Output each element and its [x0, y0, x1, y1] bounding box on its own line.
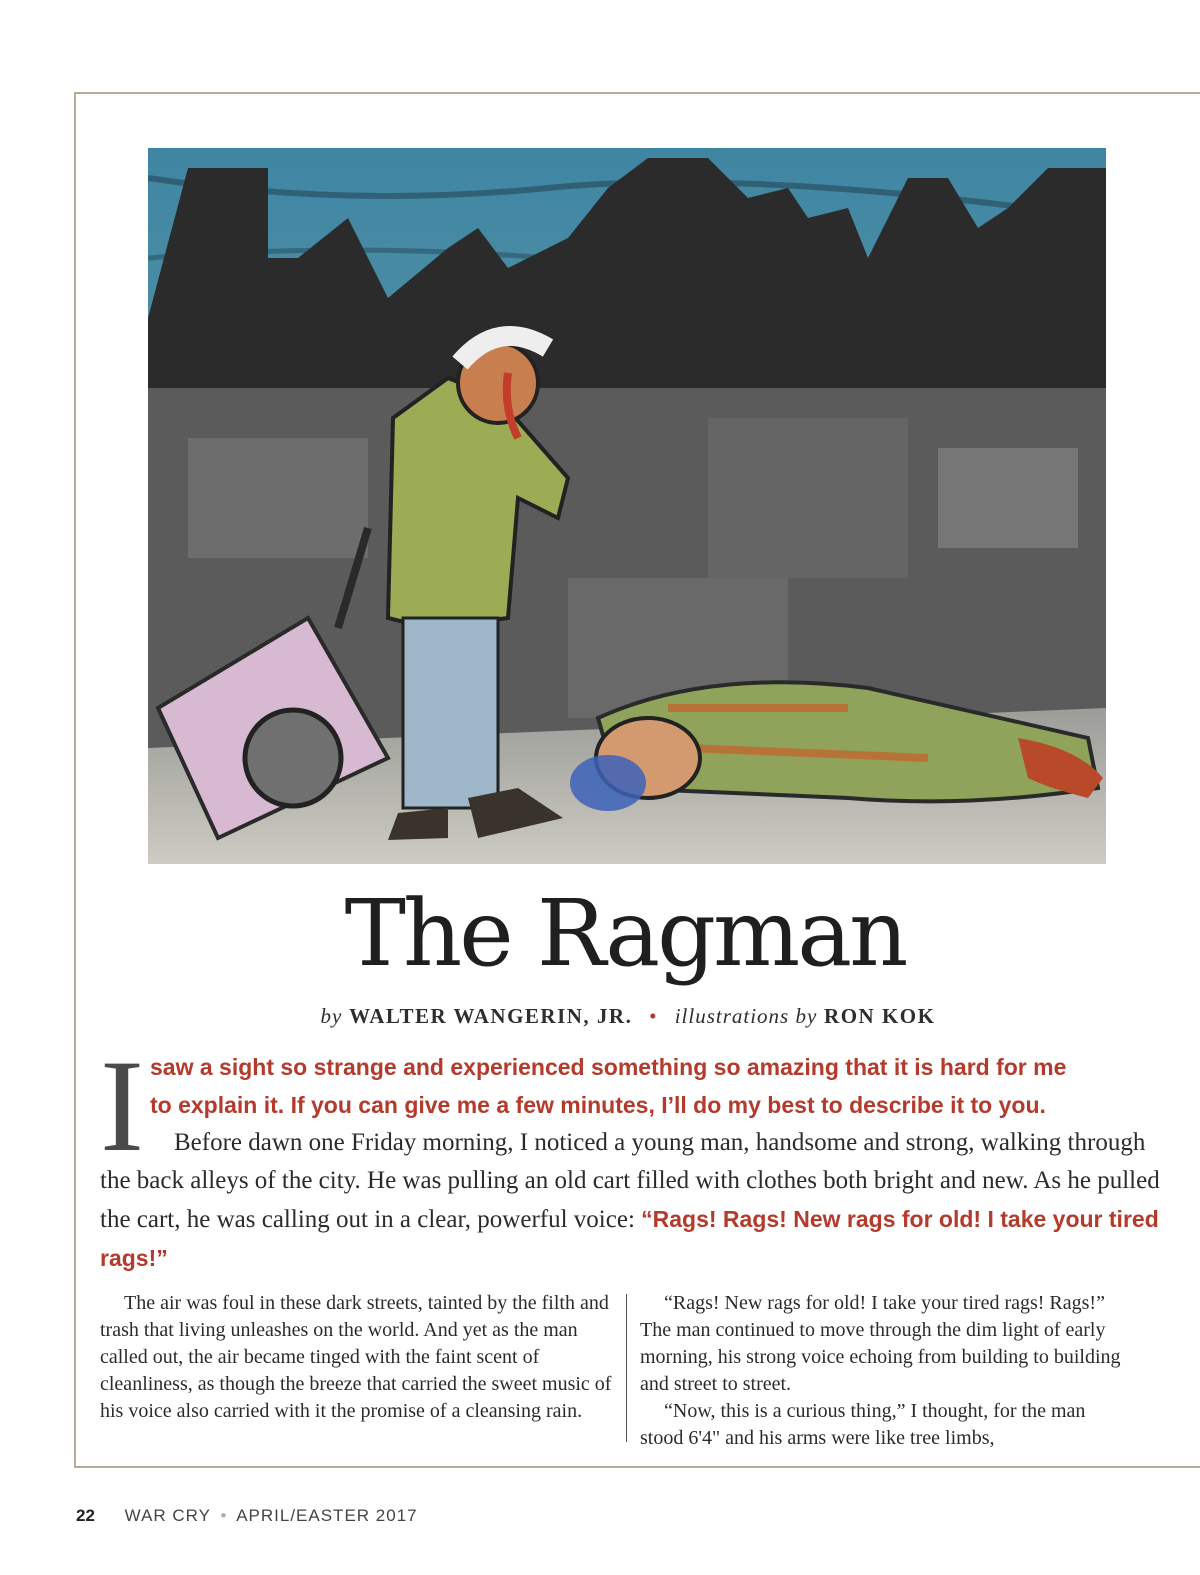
intro-quote: “Rags! Rags! New rags for old! I take your tired rags!” [100, 1206, 1159, 1271]
byline [0, 1004, 1200, 1029]
byline-illustrator: RON KOK [824, 1004, 936, 1028]
issue-label: APRIL/EASTER 2017 [236, 1506, 418, 1525]
intro-paragraph [100, 1124, 1160, 1278]
ragman-illustration [148, 148, 1106, 864]
column-2-paragraph-1: “Rags! New rags for old! I take your tired rags! Rags!” The man continued to move through the dim light of early morning, his strong voice echoing from building to building and street to street. [640, 1292, 1121, 1395]
byline-author: WALTER WANGERIN, JR. [349, 1004, 633, 1028]
lede-line-2: to explain it. If you can give me a few minutes, I’ll do my best to describe it to you. [150, 1092, 1046, 1118]
byline-illustrations-by: illustrations by [674, 1004, 818, 1028]
byline-by: by [320, 1004, 343, 1028]
body-column-1 [100, 1290, 612, 1425]
footer-separator: • [220, 1506, 228, 1525]
lede-line-1: saw a sight so strange and experienced something so amazing that it is hard for me [150, 1054, 1067, 1080]
body-column-2 [640, 1290, 1130, 1452]
byline-separator: • [649, 1004, 658, 1028]
intro-text: Before dawn one Friday morning, I noticed a young man, handsome and strong, walking through the back alleys of the city. He was pulling an old cart filled with clothes both bright and new. As he pulled the cart, he was calling out in a clear, powerful voice: [100, 1129, 1160, 1233]
drop-cap: I [100, 1032, 144, 1179]
page-footer [76, 1506, 418, 1526]
column-divider [626, 1294, 627, 1442]
lede-paragraph [100, 1048, 1160, 1278]
column-1-paragraph: The air was foul in these dark streets, tainted by the filth and trash that living unleashes on the world. And yet as the man called out, the air became tinged with the faint scent of cleanliness, as though the breeze that carried the sweet music of his voice also carried with it the promise of a cleansing rain. [100, 1292, 612, 1422]
column-2-paragraph-2: “Now, this is a curious thing,” I thought, for the man stood 6'4" and his arms were like tree limbs, [640, 1400, 1086, 1449]
page-number: 22 [76, 1506, 95, 1525]
publication-name: WAR CRY [124, 1506, 211, 1525]
article-title: The Ragman [344, 880, 906, 987]
